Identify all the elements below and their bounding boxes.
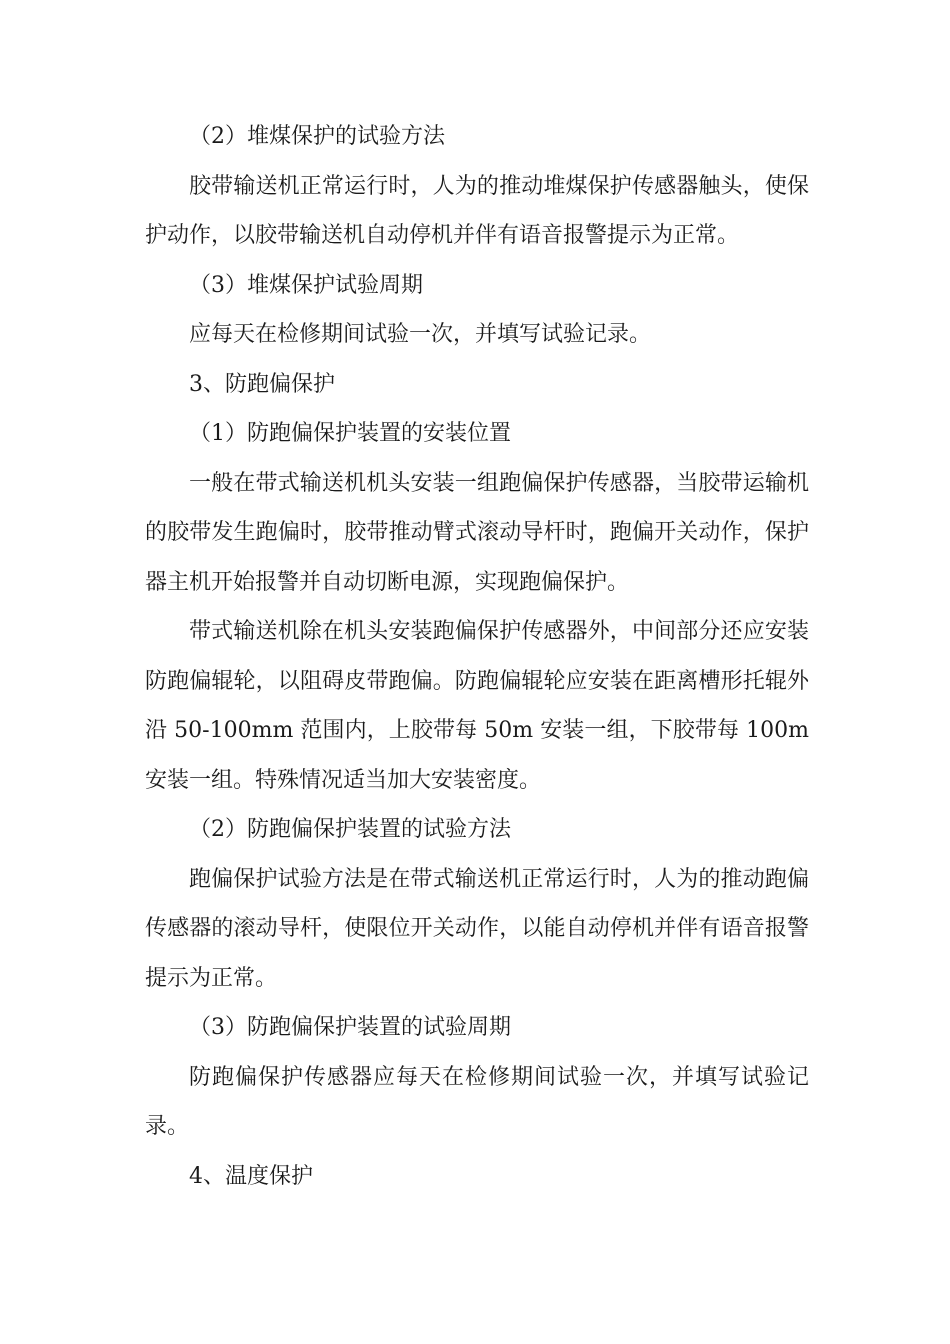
paragraph-deviation-rollers: 带式输送机除在机头安装跑偏保护传感器外，中间部分还应安装防跑偏辊轮，以阻碍皮带跑偏。防跑偏辊轮应安装在距离槽形托辊外沿 50-100mm 范围内，上胶带每 50m 安装一组，下胶带每 100m 安装一组。特殊情况适当加大安装密度。 — [145, 619, 809, 793]
paragraph-deviation-test-period: 防跑偏保护传感器应每天在检修期间试验一次，并填写试验记录。 — [145, 1064, 809, 1139]
paragraph-deviation-test-method: 跑偏保护试验方法是在带式输送机正常运行时，人为的推动跑偏传感器的滚动导杆，使限位开关动作，以能自动停机并伴有语音报警提示为正常。 — [145, 866, 809, 991]
paragraph-deviation-install-location: 一般在带式输送机机头安装一组跑偏保护传感器，当胶带运输机的胶带发生跑偏时，胶带推动臂式滚动导杆时，跑偏开关动作，保护器主机开始报警并自动切断电源，实现跑偏保护。 — [145, 470, 809, 595]
subheading-deviation-install-location: （1）防跑偏保护装置的安装位置 — [189, 421, 511, 446]
subheading-coal-pile-test-period: （3）堆煤保护试验周期 — [189, 272, 423, 298]
subheading-coal-pile-test-method: （2）堆煤保护的试验方法 — [189, 124, 445, 149]
document-body — [145, 112, 809, 1201]
section-heading-deviation-protection: 3、防跑偏保护 — [189, 371, 335, 397]
paragraph-coal-pile-test-period: 应每天在检修期间试验一次，并填写试验记录。 — [189, 322, 652, 347]
subheading-deviation-test-method: （2）防跑偏保护装置的试验方法 — [189, 817, 511, 842]
paragraph-coal-pile-test-method: 胶带输送机正常运行时，人为的推动堆煤保护传感器触头，使保护动作，以胶带输送机自动停机并伴有语音报警提示为正常。 — [145, 173, 809, 248]
section-heading-temperature-protection: 4、温度保护 — [189, 1163, 313, 1189]
subheading-deviation-test-period: （3）防跑偏保护装置的试验周期 — [189, 1015, 511, 1040]
